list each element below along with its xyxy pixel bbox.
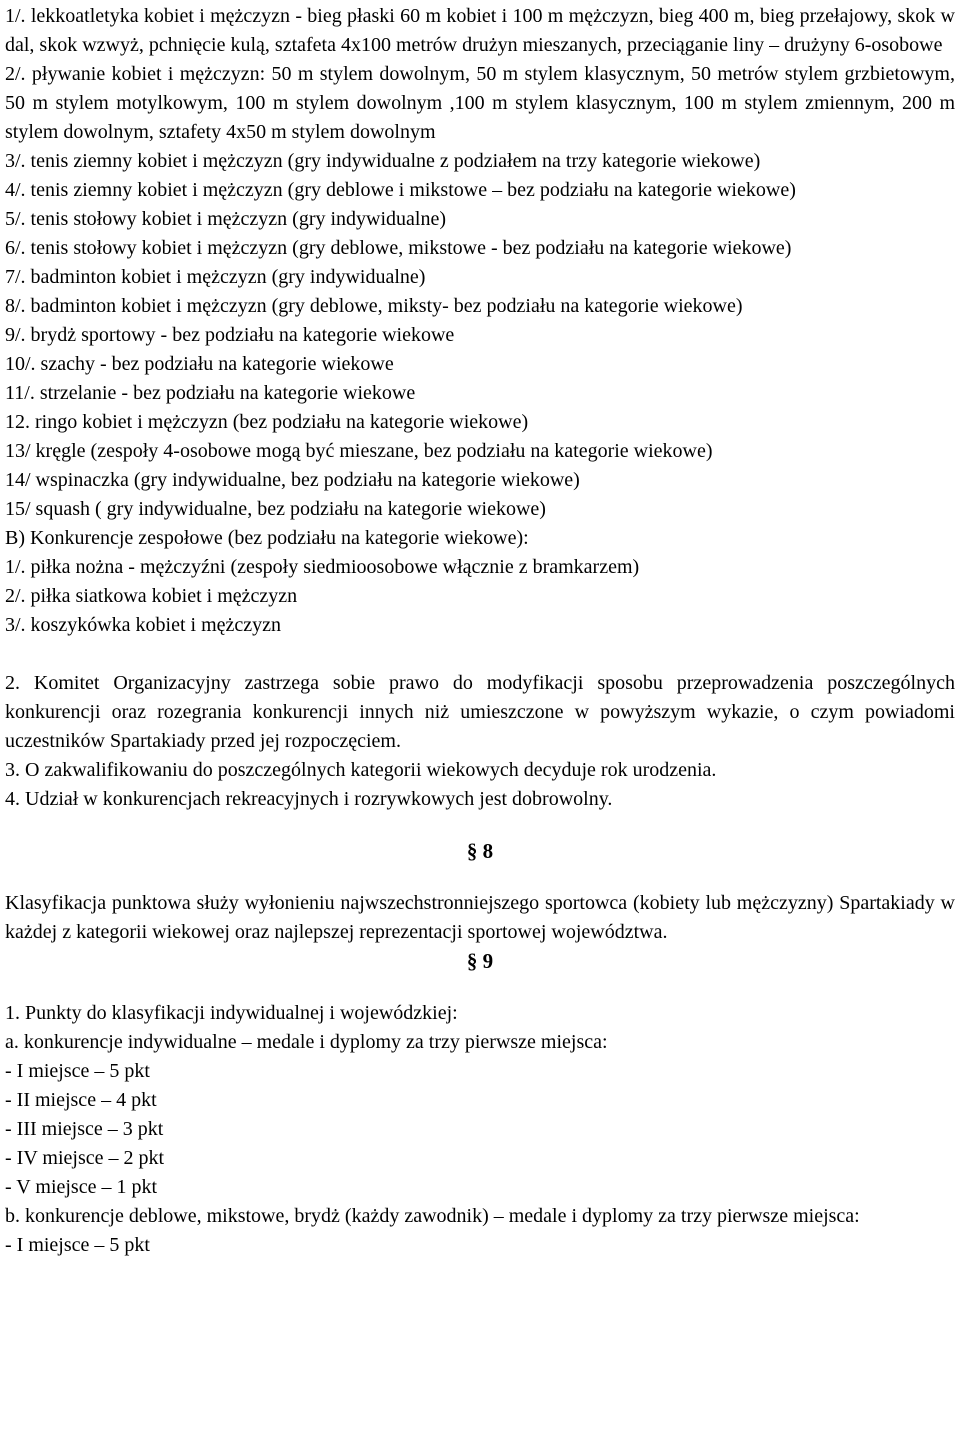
list-item: 11/. strzelanie - bez podziału na kategorie wiekowe bbox=[5, 382, 416, 404]
list-item: - IV miejsce – 2 pkt bbox=[5, 1147, 165, 1169]
individual-events-points-heading: a. konkurencje indywidualne – medale i dyplomy za trzy pierwsze miejsca: bbox=[5, 1031, 608, 1053]
list-item: 4/. tenis ziemny kobiet i mężczyzn (gry deblowe i mikstowe – bez podziału na kategorie wiekowe) bbox=[5, 179, 796, 201]
section-heading-8: § 8 bbox=[466, 839, 494, 863]
list-item: 14/ wspinaczka (gry indywidualne, bez podziału na kategorie wiekowe) bbox=[5, 469, 580, 491]
list-item: 12. ringo kobiet i mężczyzn (bez podziału na kategorie wiekowe) bbox=[5, 411, 529, 433]
team-events-heading: B) Konkurencje zespołowe (bez podziału na kategorie wiekowe): bbox=[5, 527, 529, 549]
list-item: 2/. piłka siatkowa kobiet i mężczyzn bbox=[5, 585, 298, 607]
paragraph-point-4: 4. Udział w konkurencjach rekreacyjnych i rozrywkowych jest dobrowolny. bbox=[5, 788, 613, 810]
section-heading-9: § 9 bbox=[466, 949, 494, 973]
spacer bbox=[5, 814, 955, 837]
paragraph-point-2: 2. Komitet Organizacyjny zastrzega sobie prawo do modyfikacji sposobu przeprowadzenia poszczególnych konkurencji oraz rozegrania konkurencji innych niż umieszczone w powyższym wykazie, o czym powiadomi uczestników Spartakiady przed jej rozpoczęciem. bbox=[5, 672, 955, 752]
list-item: 2/. pływanie kobiet i mężczyzn: 50 m stylem dowolnym, 50 m stylem klasycznym, 50 metrów stylem grzbietowym, 50 m stylem motylkowym, 100 m stylem dowolnym ,100 m stylem klasycznym, 100 m stylem zmiennym, 200 m stylem dowolnym, sztafety 4x50 m stylem dowolnym bbox=[5, 63, 955, 143]
team-events-list bbox=[5, 553, 955, 640]
list-item: 15/ squash ( gry indywidualne, bez podziału na kategorie wiekowe) bbox=[5, 498, 546, 520]
list-item: - I miejsce – 5 pkt bbox=[5, 1060, 150, 1082]
individual-points-list bbox=[5, 1057, 955, 1202]
doubles-points-list bbox=[5, 1231, 955, 1260]
spacer bbox=[5, 866, 955, 889]
list-item: 13/ kręgle (zespoły 4-osobowe mogą być mieszane, bez podziału na kategorie wiekowe) bbox=[5, 440, 713, 462]
individual-events-list bbox=[5, 2, 955, 524]
list-item: 5/. tenis stołowy kobiet i mężczyzn (gry indywidualne) bbox=[5, 208, 447, 230]
list-item: 8/. badminton kobiet i mężczyzn (gry deblowe, miksty- bez podziału na kategorie wiekowe) bbox=[5, 295, 743, 317]
list-item: 3/. tenis ziemny kobiet i mężczyzn (gry indywidualne z podziałem na trzy kategorie wiekowe) bbox=[5, 150, 761, 172]
spacer bbox=[5, 976, 955, 999]
list-item: 9/. brydż sportowy - bez podziału na kategorie wiekowe bbox=[5, 324, 455, 346]
document-page bbox=[5, 2, 955, 1260]
doubles-events-points-heading: b. konkurencje deblowe, mikstowe, brydż (każdy zawodnik) – medale i dyplomy za trzy pierwsze miejsca: bbox=[5, 1205, 860, 1227]
list-item: - V miejsce – 1 pkt bbox=[5, 1176, 158, 1198]
list-item: - III miejsce – 3 pkt bbox=[5, 1118, 164, 1140]
list-item: 7/. badminton kobiet i mężczyzn (gry indywidualne) bbox=[5, 266, 426, 288]
list-item: - II miejsce – 4 pkt bbox=[5, 1089, 157, 1111]
list-item: 10/. szachy - bez podziału na kategorie wiekowe bbox=[5, 353, 394, 375]
section-8-paragraph: Klasyfikacja punktowa służy wyłonieniu najwszechstronniejszego sportowca (kobiety lub mężczyzny) Spartakiady w każdej z kategorii wiekowej oraz najlepszej reprezentacji sportowej województwa. bbox=[5, 892, 955, 943]
list-item: 3/. koszykówka kobiet i mężczyzn bbox=[5, 614, 282, 636]
spacer bbox=[5, 640, 955, 669]
points-heading: 1. Punkty do klasyfikacji indywidualnej i wojewódzkiej: bbox=[5, 1002, 458, 1024]
list-item: 6/. tenis stołowy kobiet i mężczyzn (gry deblowe, mikstowe - bez podziału na kategorie wiekowe) bbox=[5, 237, 792, 259]
list-item: - I miejsce – 5 pkt bbox=[5, 1234, 150, 1256]
list-item: 1/. lekkoatletyka kobiet i mężczyzn - bieg płaski 60 m kobiet i 100 m mężczyzn, bieg 400 m, bieg przełajowy, skok w dal, skok wzwyż, pchnięcie kulą, sztafeta 4x100 metrów drużyn mieszanych, przeciąganie liny – drużyny 6-osobowe bbox=[5, 5, 955, 56]
list-item: 1/. piłka nożna - mężczyźni (zespoły siedmioosobowe włącznie z bramkarzem) bbox=[5, 556, 640, 578]
paragraph-point-3: 3. O zakwalifikowaniu do poszczególnych kategorii wiekowych decyduje rok urodzenia. bbox=[5, 759, 717, 781]
